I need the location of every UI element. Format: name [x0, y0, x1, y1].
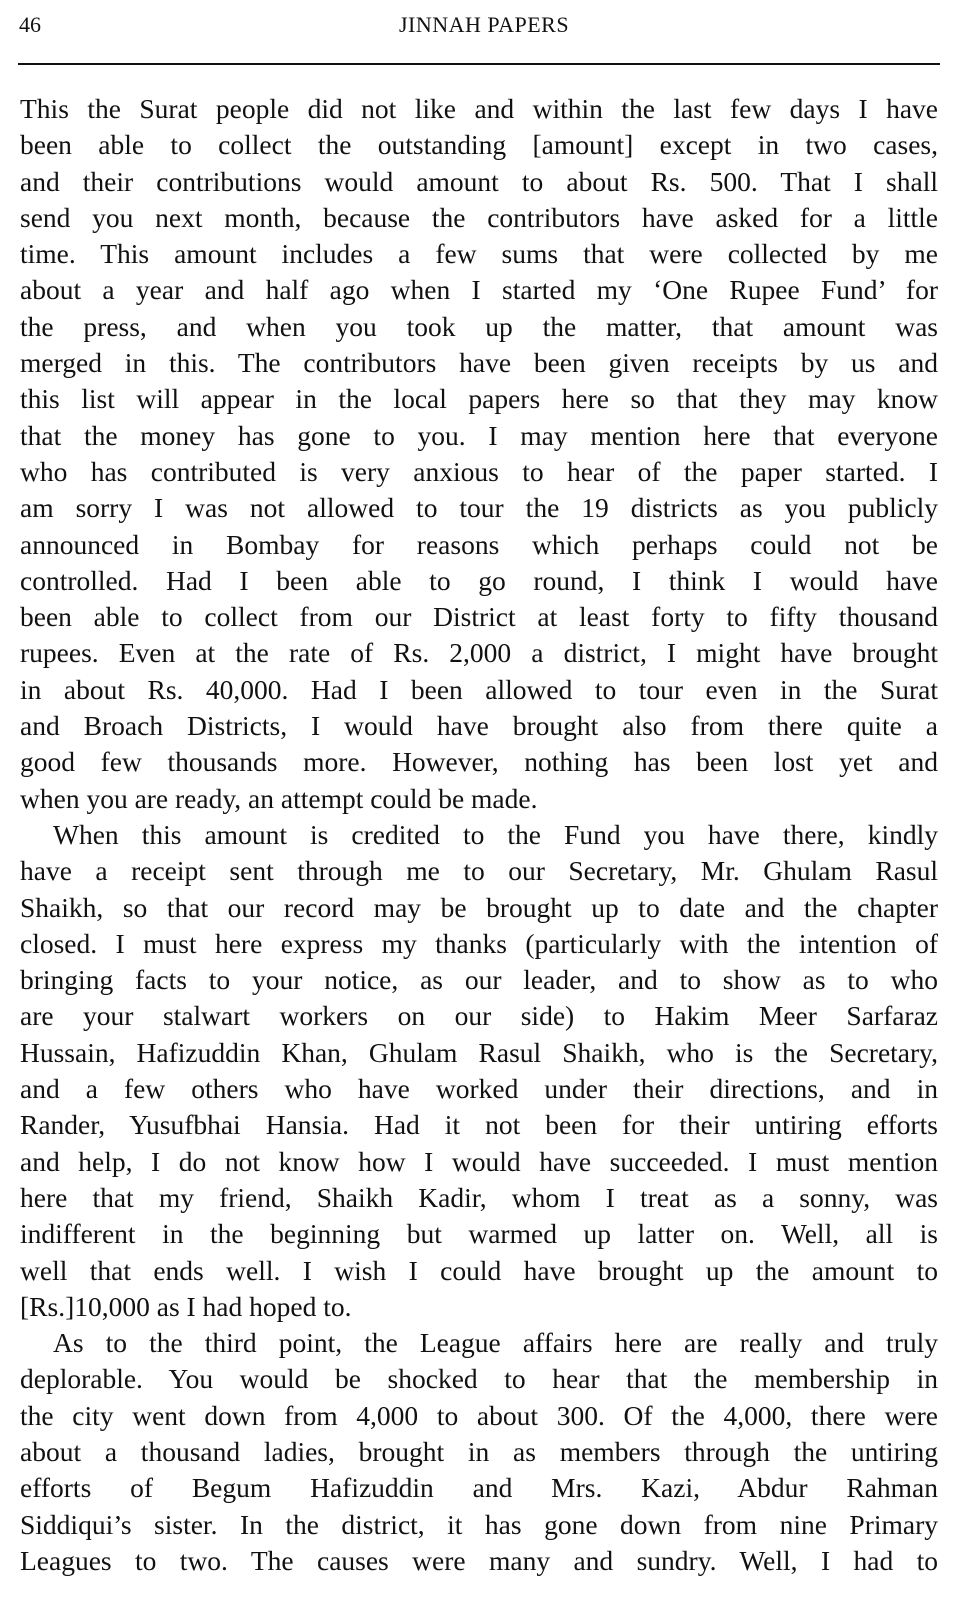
text-line: send you next month, because the contributors have asked for a little	[20, 201, 938, 233]
text-line: that the money has gone to you. I may mention here that everyone	[20, 419, 938, 451]
text-line: good few thousands more. However, nothing has been lost yet and	[20, 746, 938, 778]
header-rule	[18, 63, 940, 65]
text-line: and Broach Districts, I would have brought also from there quite a	[20, 710, 938, 742]
text-line: Shaikh, so that our record may be brought up to date and the chapter	[20, 891, 938, 923]
text-line: am sorry I was not allowed to tour the 19 districts as you publicly	[20, 492, 938, 524]
text-line: efforts of Begum Hafizuddin and Mrs. Kazi, Abdur Rahman	[20, 1472, 938, 1504]
text-line: and their contributions would amount to about Rs. 500. That I shall	[20, 165, 938, 197]
page-number: 46	[19, 12, 41, 37]
text-line: been able to collect the outstanding [amount] except in two cases,	[20, 129, 938, 161]
text-line: here that my friend, Shaikh Kadir, whom I treat as a sonny, was	[20, 1181, 938, 1213]
text-line: are your stalwart workers on our side) to Hakim Meer Sarfaraz	[20, 1000, 938, 1032]
text-line: and help, I do not know how I would have succeeded. I must mention	[20, 1145, 938, 1177]
text-line: controlled. Had I been able to go round, I think I would have	[20, 564, 938, 596]
text-line: Hussain, Hafizuddin Khan, Ghulam Rasul Shaikh, who is the Secretary,	[20, 1036, 938, 1068]
text-line: in about Rs. 40,000. Had I been allowed to tour even in the Surat	[20, 673, 938, 705]
text-line: when you are ready, an attempt could be made.	[20, 782, 538, 814]
running-title: JINNAH PAPERS	[398, 12, 570, 37]
text-line: rupees. Even at the rate of Rs. 2,000 a district, I might have brought	[20, 637, 938, 669]
text-line: Rander, Yusufbhai Hansia. Had it not been for their untiring efforts	[20, 1109, 938, 1141]
text-line: the press, and when you took up the matter, that amount was	[20, 310, 938, 342]
text-line: merged in this. The contributors have been given receipts by us and	[20, 347, 938, 379]
text-line: [Rs.]10,000 as I had hoped to.	[20, 1290, 352, 1322]
text-line: well that ends well. I wish I could have brought up the amount to	[20, 1254, 938, 1286]
text-line: about a year and half ago when I started my ‘One Rupee Fund’ for	[20, 274, 938, 306]
body-text	[20, 91, 938, 1579]
text-line: As to the third point, the League affairs here are really and truly	[53, 1327, 938, 1359]
text-line: this list will appear in the local papers here so that they may know	[20, 383, 938, 415]
text-line: announced in Bombay for reasons which perhaps could not be	[20, 528, 938, 560]
text-line: time. This amount includes a few sums that were collected by me	[20, 238, 938, 270]
text-line: deplorable. You would be shocked to hear that the membership in	[20, 1363, 938, 1395]
text-line: been able to collect from our District at least forty to fifty thousand	[20, 601, 938, 633]
text-line: the city went down from 4,000 to about 300. Of the 4,000, there were	[20, 1399, 938, 1431]
text-line: Siddiqui’s sister. In the district, it has gone down from nine Primary	[20, 1508, 938, 1540]
text-line: bringing facts to your notice, as our leader, and to show as to who	[20, 964, 938, 996]
text-line: about a thousand ladies, brought in as members through the untiring	[20, 1435, 938, 1467]
text-line: Leagues to two. The causes were many and sundry. Well, I had to	[20, 1544, 938, 1576]
text-line: This the Surat people did not like and within the last few days I have	[20, 93, 938, 124]
text-line: closed. I must here express my thanks (particularly with the intention of	[20, 927, 938, 959]
text-line: indifferent in the beginning but warmed up latter on. Well, all is	[20, 1218, 938, 1250]
text-line: have a receipt sent through me to our Secretary, Mr. Ghulam Rasul	[20, 855, 938, 887]
text-line: When this amount is credited to the Fund you have there, kindly	[53, 818, 938, 850]
text-line: and a few others who have worked under their directions, and in	[20, 1073, 938, 1105]
text-line: who has contributed is very anxious to hear of the paper started. I	[20, 455, 938, 487]
